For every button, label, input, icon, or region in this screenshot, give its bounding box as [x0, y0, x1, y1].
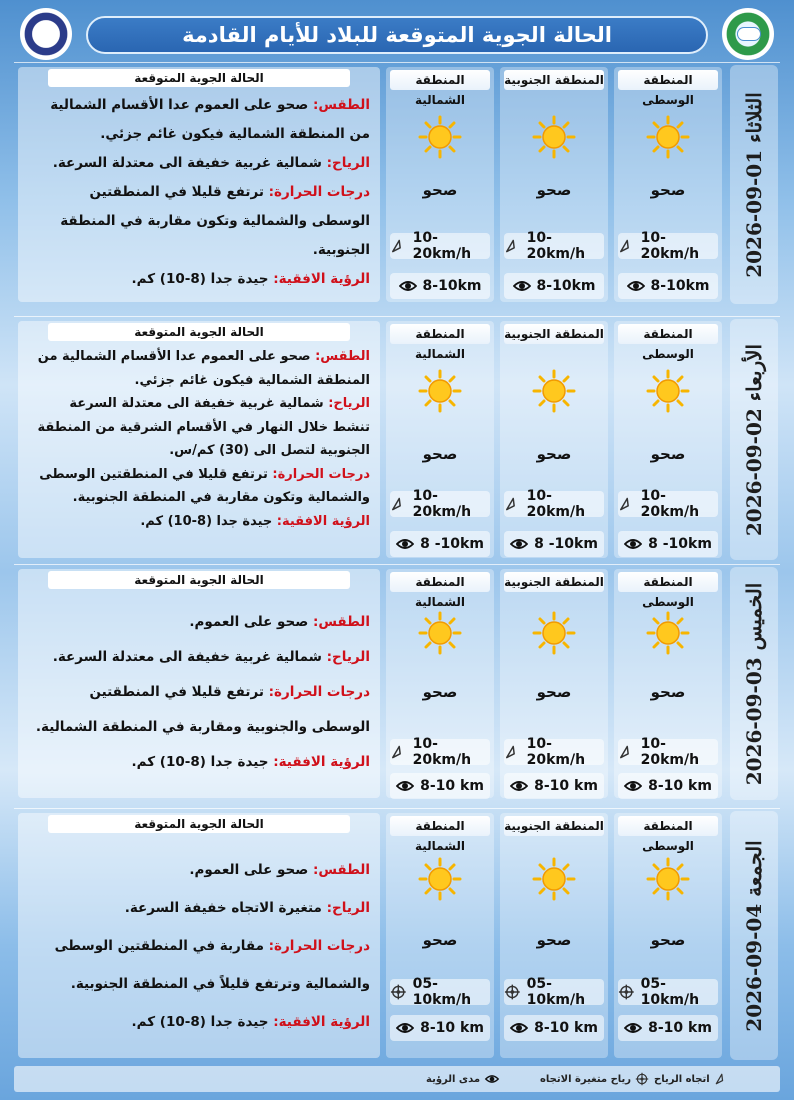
- meteorology-logo-icon: [20, 8, 72, 60]
- eye-icon: [627, 277, 645, 295]
- variable-wind-icon: [635, 1072, 649, 1086]
- eye-icon: [624, 777, 642, 795]
- visibility: 8-10km: [618, 273, 718, 299]
- region-name: المنطقة الجنوبية: [504, 324, 604, 344]
- visibility: 8-10 km: [390, 1015, 490, 1041]
- region-card-central: [614, 321, 722, 558]
- visibility: 8-10km: [504, 273, 604, 299]
- sun-icon: [532, 857, 576, 901]
- region-name: المنطقة الشمالية: [390, 572, 490, 592]
- region-name: المنطقة الوسطى: [618, 572, 718, 592]
- day-row: [14, 316, 780, 564]
- region-card-southern: [500, 813, 608, 1058]
- date-column: [730, 65, 778, 304]
- region-card-northern: [386, 813, 494, 1058]
- condition-text: صحو: [536, 931, 572, 949]
- region-card-northern: [386, 67, 494, 302]
- wind-speed: 10-20km/h: [390, 233, 490, 259]
- visibility: 8-10 km: [504, 1015, 604, 1041]
- condition-text: صحو: [650, 181, 686, 199]
- condition-text: صحو: [650, 445, 686, 463]
- region-card-southern: [500, 569, 608, 798]
- condition-text: صحو: [536, 445, 572, 463]
- wind-arrow-icon: [618, 743, 635, 761]
- date: 2026-09-01: [742, 149, 766, 278]
- region-name: المنطقة الوسطى: [618, 70, 718, 90]
- condition-text: صحو: [536, 181, 572, 199]
- visibility: 8-10 km: [618, 1015, 718, 1041]
- wind-arrow-icon: [504, 495, 521, 513]
- region-name: المنطقة الجنوبية: [504, 816, 604, 836]
- wind-speed: 10-20km/h: [504, 233, 604, 259]
- forecast-text-panel: [18, 67, 380, 302]
- legend: [14, 1066, 780, 1092]
- wind-speed: 10-20km/h: [618, 491, 718, 517]
- wind-speed: 10-20km/h: [390, 491, 490, 517]
- sun-icon: [418, 115, 462, 159]
- wind-arrow-icon: [714, 1072, 728, 1086]
- date-column: [730, 567, 778, 800]
- eye-icon: [396, 1019, 414, 1037]
- forecast-body: الطقس: صحو على العموم عدا الأقسام الشمالية من المنطقة الشمالية فيكون غائم جزئي. الرياح: شمالية غربية خفيفة الى معتدلة السرعة تنشط خلال النهار في الأقسام الشرقية من المنطقة الجنوبية لتصل الى (30) كم/س. درجات الحرارة: ترتفع قليلا في المنطقتين الوسطى والشمالية وتكون مقاربة في المنطقة الجنوبية. الرؤية الافقية: جيدة جدا (8-10) كم.: [37, 349, 370, 529]
- variable-wind-icon: [504, 983, 521, 1001]
- region-name: المنطقة الوسطى: [618, 816, 718, 836]
- forecast-text-panel: [18, 813, 380, 1058]
- day-row: [14, 564, 780, 804]
- forecast-title: الحالة الجوية المتوقعة: [48, 323, 350, 341]
- region-name: المنطقة الشمالية: [390, 816, 490, 836]
- condition-text: صحو: [422, 683, 458, 701]
- sun-icon: [646, 857, 690, 901]
- visibility: 8-10km: [390, 273, 490, 299]
- wind-speed: 05-10km/h: [390, 979, 490, 1005]
- sun-icon: [418, 369, 462, 413]
- wind-speed: 10-20km/h: [618, 233, 718, 259]
- day-row: [14, 62, 780, 308]
- condition-text: صحو: [650, 683, 686, 701]
- legend-wind-direction: اتجاه الرياح: [654, 1072, 728, 1086]
- wind-speed: 10-20km/h: [390, 739, 490, 765]
- date-column: [730, 811, 778, 1060]
- date: 2026-09-03: [742, 656, 766, 785]
- region-name: المنطقة الشمالية: [390, 324, 490, 344]
- sun-icon: [646, 369, 690, 413]
- wind-speed: 10-20km/h: [504, 491, 604, 517]
- visibility: 8 -10km: [504, 531, 604, 557]
- visibility: 8-10 km: [504, 773, 604, 799]
- forecast-body: الطقس: صحو على العموم. الرياح: متغيرة الاتجاه خفيفة السرعة. درجات الحرارة: مقاربة في المنطقتين الوسطى والشمالية وترتفع قليلاً في المنطقة الجنوبية. الرؤية الافقية: جيدة جدا (8-10) كم.: [54, 862, 370, 1030]
- eye-icon: [396, 777, 414, 795]
- forecast-title: الحالة الجوية المتوقعة: [48, 69, 350, 87]
- day-name: الخميس: [742, 582, 766, 650]
- visibility: 8-10 km: [618, 773, 718, 799]
- sun-icon: [646, 115, 690, 159]
- forecast-text-panel: [18, 569, 380, 798]
- day-name: الجمعة: [742, 839, 766, 897]
- region-name: المنطقة الجنوبية: [504, 70, 604, 90]
- wind-arrow-icon: [390, 743, 407, 761]
- forecast-body: الطقس: صحو على العموم عدا الأقسام الشمالية من المنطقة الشمالية فيكون غائم جزئي. الرياح: شمالية غربية خفيفة الى معتدلة السرعة. درجات الحرارة: ترتفع قليلا في المنطقتين الوسطى والشمالية وتكون مقاربة في المنطقة الجنوبية. الرؤية الافقية: جيدة جدا (8-10) كم.: [50, 97, 370, 287]
- day-row: [14, 808, 780, 1064]
- cloud-icon: [738, 28, 760, 40]
- region-card-southern: [500, 321, 608, 558]
- forecast-title: الحالة الجوية المتوقعة: [48, 815, 350, 833]
- legend-variable-wind: رياح متغيرة الاتجاه: [540, 1072, 649, 1086]
- eye-icon: [624, 535, 642, 553]
- eye-icon: [396, 535, 414, 553]
- visibility: 8-10 km: [390, 773, 490, 799]
- eye-icon: [399, 277, 417, 295]
- date-column: [730, 319, 778, 560]
- day-name: الثلاثاء: [742, 91, 766, 143]
- weather-org-logo-icon: [722, 8, 774, 60]
- sun-icon: [418, 611, 462, 655]
- condition-text: صحو: [650, 931, 686, 949]
- variable-wind-icon: [618, 983, 635, 1001]
- forecast-body: الطقس: صحو على العموم. الرياح: شمالية غربية خفيفة الى معتدلة السرعة. درجات الحرارة: ترتفع قليلا في المنطقتين الوسطى والجنوبية ومقاربة في المنطقة الشمالية. الرؤية الافقية: جيدة جدا (8-10) كم.: [35, 614, 370, 770]
- region-card-northern: [386, 569, 494, 798]
- wind-arrow-icon: [618, 237, 635, 255]
- condition-text: صحو: [422, 931, 458, 949]
- wind-arrow-icon: [504, 237, 521, 255]
- header: [14, 8, 780, 62]
- sun-icon: [646, 611, 690, 655]
- sun-icon: [532, 115, 576, 159]
- sun-icon: [532, 369, 576, 413]
- sun-icon: [418, 857, 462, 901]
- region-card-southern: [500, 67, 608, 302]
- forecast-text-panel: [18, 321, 380, 558]
- wind-speed: 05-10km/h: [618, 979, 718, 1005]
- region-card-northern: [386, 321, 494, 558]
- condition-text: صحو: [536, 683, 572, 701]
- eye-icon: [510, 535, 528, 553]
- legend-visibility: مدى الرؤية: [426, 1072, 500, 1086]
- eye-icon: [510, 1019, 528, 1037]
- region-card-central: [614, 569, 722, 798]
- eye-icon: [513, 277, 531, 295]
- region-name: المنطقة الجنوبية: [504, 572, 604, 592]
- region-card-central: [614, 67, 722, 302]
- wind-speed: 10-20km/h: [504, 739, 604, 765]
- region-card-central: [614, 813, 722, 1058]
- forecast-title: الحالة الجوية المتوقعة: [48, 571, 350, 589]
- visibility: 8 -10km: [618, 531, 718, 557]
- wind-speed: 05-10km/h: [504, 979, 604, 1005]
- date: 2026-09-04: [742, 903, 766, 1032]
- visibility: 8 -10km: [390, 531, 490, 557]
- variable-wind-icon: [390, 983, 407, 1001]
- eye-icon: [510, 777, 528, 795]
- date: 2026-09-02: [742, 407, 766, 536]
- condition-text: صحو: [422, 181, 458, 199]
- wind-arrow-icon: [390, 495, 407, 513]
- sun-icon: [532, 611, 576, 655]
- page-title: الحالة الجوية المتوقعة للبلاد للأيام القادمة: [86, 16, 708, 54]
- wind-speed: 10-20km/h: [618, 739, 718, 765]
- wind-arrow-icon: [618, 495, 635, 513]
- region-name: المنطقة الوسطى: [618, 324, 718, 344]
- region-name: المنطقة الشمالية: [390, 70, 490, 90]
- condition-text: صحو: [422, 445, 458, 463]
- wind-arrow-icon: [504, 743, 521, 761]
- day-name: الأربعاء: [742, 343, 766, 401]
- wind-arrow-icon: [390, 237, 407, 255]
- eye-icon: [484, 1072, 500, 1086]
- eye-icon: [624, 1019, 642, 1037]
